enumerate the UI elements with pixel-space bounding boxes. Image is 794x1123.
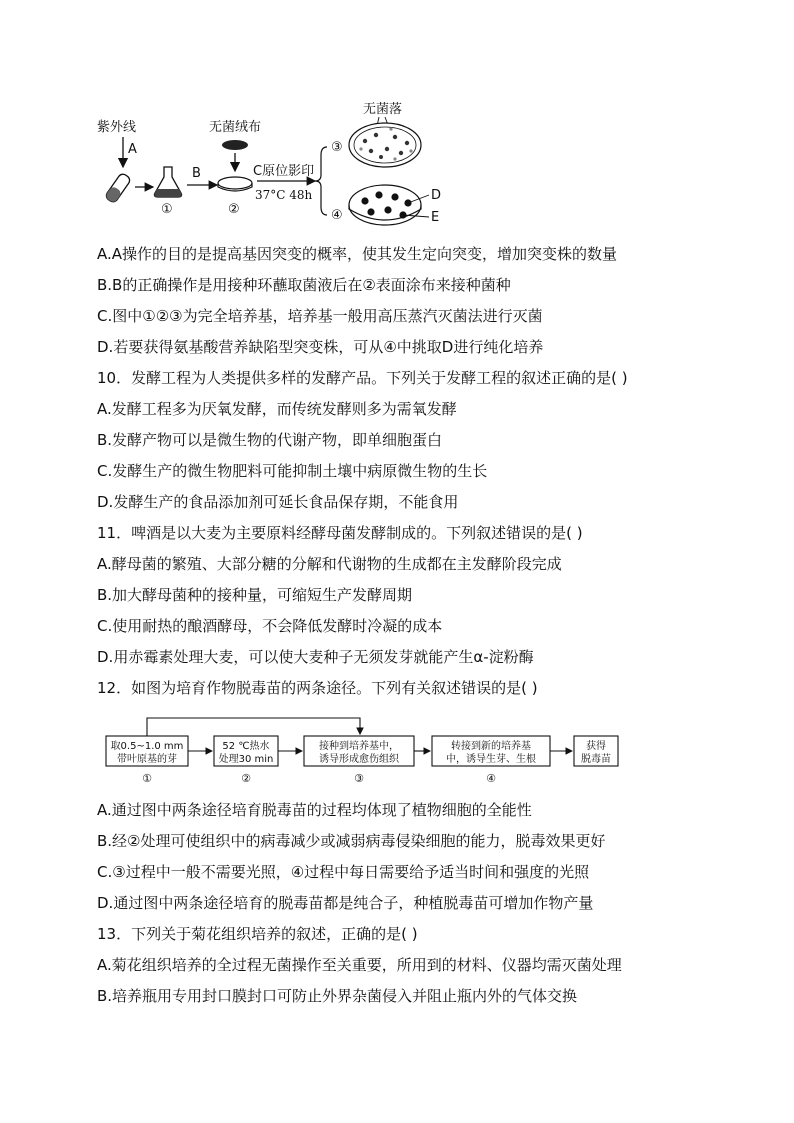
q9-option-b: B.B的正确操作是用接种环蘸取菌液后在②表面涂布来接种菌种 [97, 276, 511, 294]
q11-option-c: C.使用耐热的酿酒酵母，不会降低发酵时冷凝的成本 [97, 617, 443, 635]
q12-option-c: C.③过程中一般不需要光照，④过程中每日需要给予适当时间和强度的光照 [97, 863, 590, 881]
flow-step-2 [214, 736, 278, 766]
q10-option-c: C.发酵生产的微生物肥料可能抑制土壤中病原微生物的生长 [97, 462, 488, 480]
label-a: A [128, 142, 137, 157]
label-c: C原位影印 [253, 164, 315, 179]
sterile-cloth-label: 无菌绒布 [209, 120, 262, 135]
q12-stem: 12．如图为培育作物脱毒苗的两条途径。下列有关叙述错误的是( ) [97, 679, 538, 697]
label-d: D [431, 188, 442, 203]
q13-option-b: B.培养瓶用专用封口膜封口可防止外界杂菌侵入并阻止瓶内外的气体交换 [97, 987, 578, 1005]
q11-option-a: A.酵母菌的繁殖、大部分糖的分解和代谢物的生成都在主发酵阶段完成 [97, 555, 562, 573]
svg-text:接种到培养基中，: 接种到培养基中， [319, 741, 399, 752]
q10-option-a: A.发酵工程多为厌氧发酵，而传统发酵则多为需氧发酵 [97, 400, 457, 418]
test-tube-icon [104, 172, 131, 203]
q10-option-b: B.发酵产物可以是微生物的代谢产物，即单细胞蛋白 [97, 431, 443, 449]
q13-option-a: A.菊花组织培养的全过程无菌操作至关重要，所用到的材料、仪器均需灭菌处理 [97, 956, 622, 974]
flow-step-5 [574, 736, 618, 766]
detox-seedling-flowchart [100, 712, 620, 790]
svg-text:获得: 获得 [586, 741, 606, 752]
uv-label: 紫外线 [97, 120, 137, 135]
flask-icon [154, 167, 181, 197]
q10-option-d: D.发酵生产的食品添加剂可延长食品保存期，不能食用 [97, 493, 459, 511]
split-bracket [315, 147, 327, 215]
svg-text:脱毒苗: 脱毒苗 [581, 754, 611, 765]
q12-option-a: A.通过图中两条途径培育脱毒苗的过程均体现了植物细胞的全能性 [97, 801, 532, 819]
svg-text:诱导形成愈伤组织: 诱导形成愈伤组织 [319, 754, 399, 765]
svg-text:52 ℃热水: 52 ℃热水 [222, 741, 270, 752]
flow-step-4 [432, 736, 550, 766]
label-b: B [192, 166, 201, 181]
petri-dish-4 [349, 185, 421, 225]
bypass-route-line [147, 718, 360, 736]
flow-num-4: ④ [486, 772, 496, 785]
replica-plating-diagram [95, 95, 455, 230]
flow-step-3 [304, 736, 414, 766]
flow-num-1: ① [142, 772, 152, 785]
q13-stem: 13．下列关于菊花组织培养的叙述，正确的是( ) [97, 925, 418, 943]
svg-text:处理30 min: 处理30 min [218, 754, 274, 765]
svg-text:取0.5~1.0 mm: 取0.5~1.0 mm [110, 741, 184, 752]
num-1: ① [161, 202, 173, 217]
q12-option-d: D.通过图中两条途径培育的脱毒苗都是纯合子，种植脱毒苗可增加作物产量 [97, 894, 594, 912]
num-2: ② [228, 202, 240, 217]
q12-option-b: B.经②处理可使组织中的病毒减少或减弱病毒侵染细胞的能力，脱毒效果更好 [97, 832, 606, 850]
q9-option-c: C.图中①②③为完全培养基，培养基一般用高压蒸汽灭菌法进行灭菌 [97, 307, 543, 325]
culture-condition: 37°C 48h [255, 188, 313, 202]
q11-stem: 11．啤酒是以大麦为主要原料经酵母菌发酵制成的。下列叙述错误的是( ) [97, 524, 583, 542]
label-e: E [431, 210, 440, 225]
q11-option-d: D.用赤霉素处理大麦，可以使大麦种子无须发芽就能产生α-淀粉酶 [97, 648, 534, 666]
flow-step-1 [106, 736, 188, 766]
petri-dish-3 [349, 123, 421, 167]
num-3: ③ [331, 140, 343, 155]
q9-option-d: D.若要获得氨基酸营养缺陷型突变株，可从④中挑取D进行纯化培养 [97, 338, 544, 356]
q11-option-b: B.加大酵母菌种的接种量，可缩短生产发酵周期 [97, 586, 413, 604]
num-4: ④ [331, 208, 343, 223]
no-colony-label: 无菌落 [363, 102, 403, 117]
petri-dish-2 [218, 177, 252, 191]
svg-text:中，诱导生芽、生根: 中，诱导生芽、生根 [446, 754, 536, 765]
q9-option-a: A.A操作的目的是提高基因突变的概率，使其发生定向突变，增加突变株的数量 [97, 245, 618, 263]
velvet-stamp-icon [222, 140, 248, 150]
flow-num-2: ② [241, 772, 251, 785]
flow-num-3: ③ [354, 772, 364, 785]
q10-stem: 10．发酵工程为人类提供多样的发酵产品。下列关于发酵工程的叙述正确的是( ) [97, 369, 628, 387]
svg-text:带叶原基的芽: 带叶原基的芽 [117, 754, 177, 765]
svg-text:转接到新的培养基: 转接到新的培养基 [451, 741, 531, 752]
